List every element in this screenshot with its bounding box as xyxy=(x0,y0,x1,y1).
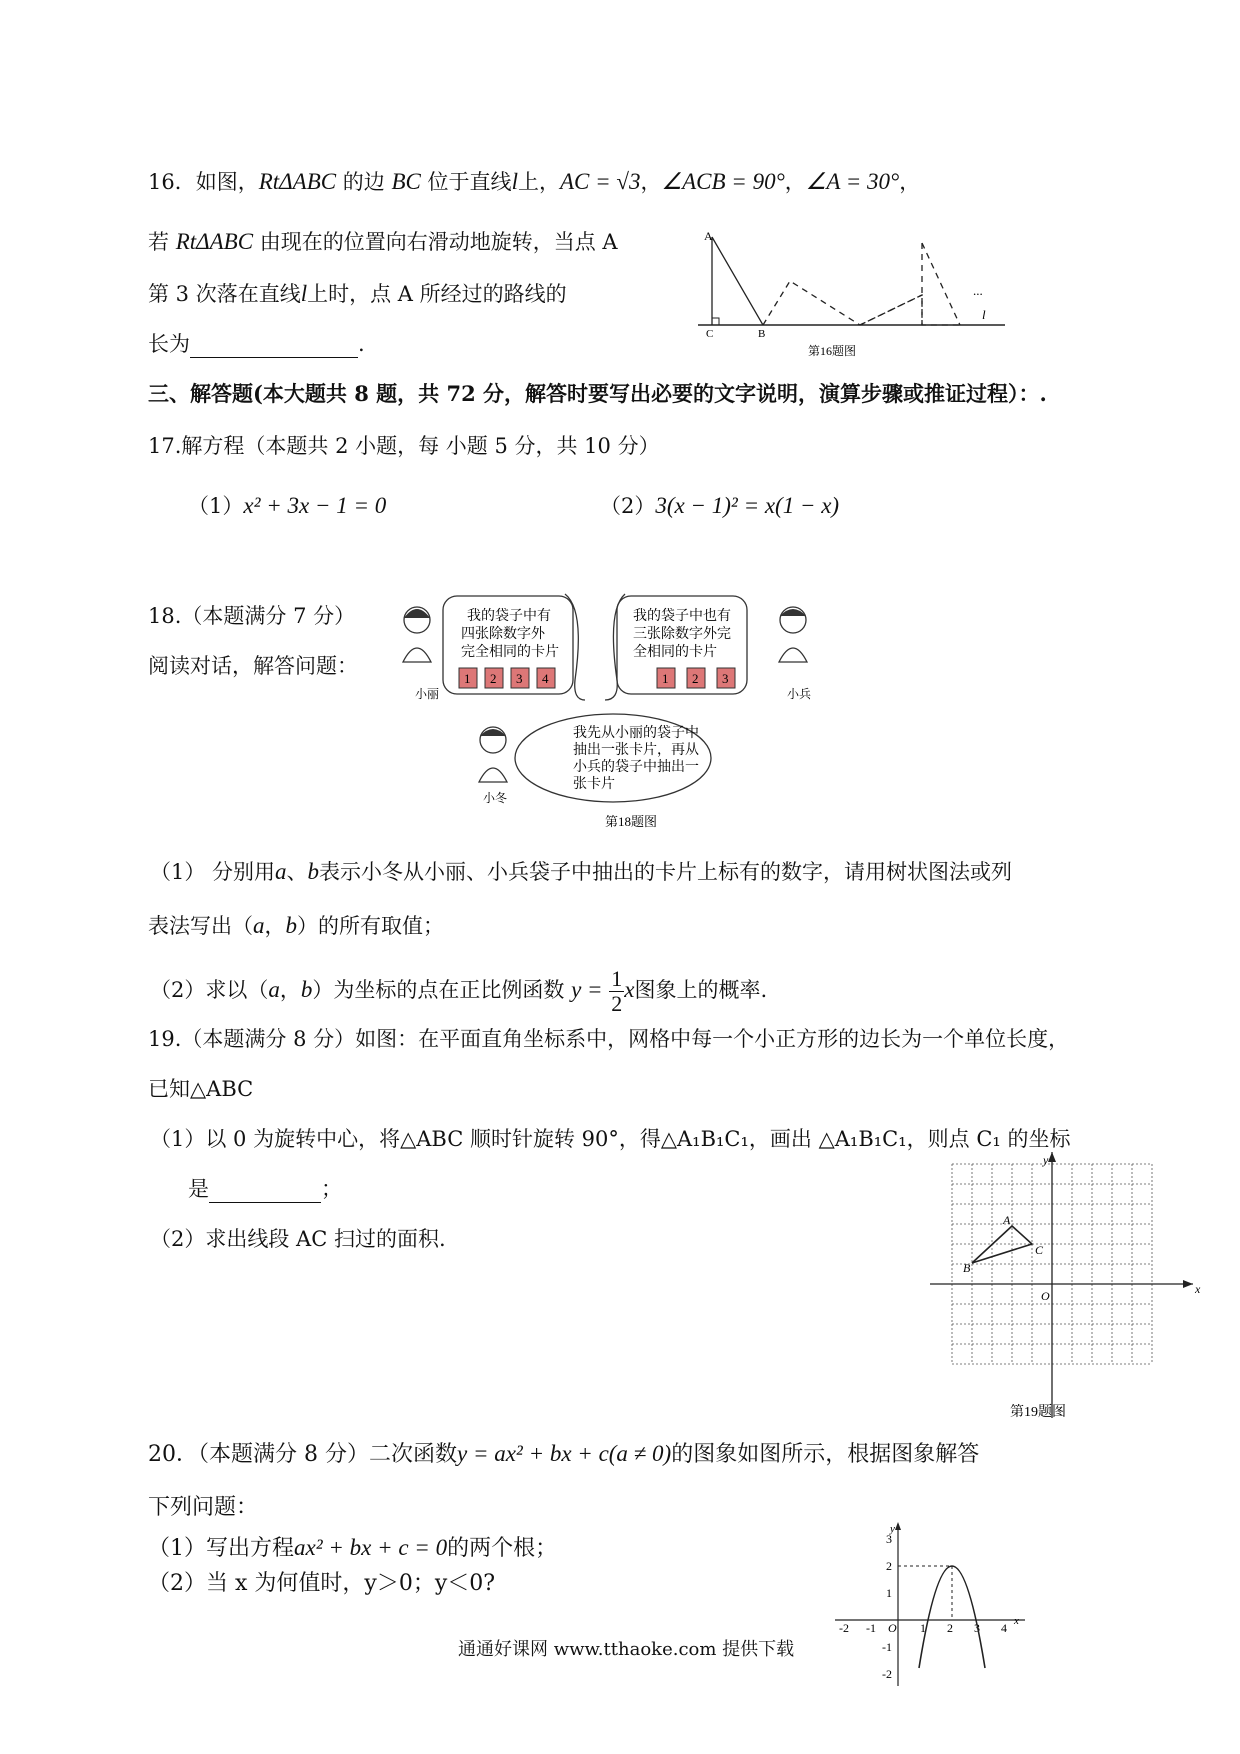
q20-line1 xyxy=(148,1440,979,1469)
q20-part1 xyxy=(148,1534,557,1563)
q16-right-angle xyxy=(712,318,719,325)
q19-text: 是 xyxy=(188,1177,209,1201)
q18-text: ， xyxy=(264,914,286,938)
q18-func-x: x xyxy=(624,977,635,1002)
footer-watermark: 通通好课网 www.tthaoke.com 提供下载 xyxy=(458,1639,795,1660)
q16-text: . xyxy=(358,332,365,356)
q19-figure xyxy=(925,1150,1205,1430)
q16-number: 16．如图， xyxy=(148,170,259,194)
q20-part2: （2）当 x 为何值时，y＞0；y＜0? xyxy=(148,1571,496,1596)
card-right-2: 2 xyxy=(692,671,699,686)
q19-y-arrow xyxy=(1048,1152,1056,1162)
q19-x-arrow xyxy=(1183,1280,1193,1288)
q18-text: ， xyxy=(279,978,301,1002)
q20-ytick: -1 xyxy=(882,1640,892,1654)
q17-part1-equation: x² + 3x − 1 = 0 xyxy=(243,493,387,518)
cards-right xyxy=(657,668,735,688)
bubble-bottom-line1: 我先从小丽的袋子中 xyxy=(573,726,699,741)
card-left-1: 1 xyxy=(464,671,471,686)
q20-xtick: 2 xyxy=(947,1621,953,1635)
q18-title: 18.（本题满分 7 分） xyxy=(148,604,356,628)
q16-dashed-hyp xyxy=(922,243,960,325)
q16-rt-triangle: RtΔABC xyxy=(258,169,337,194)
q18-text: ）为坐标的点在正比例函数 xyxy=(312,978,565,1002)
q16-caption: 第16题图 xyxy=(808,344,857,358)
q20-xtick: 1 xyxy=(920,1621,926,1635)
q18-var-a: a xyxy=(275,859,287,884)
q18-text: （1） 分别用 xyxy=(150,860,276,884)
q19-y-label: y xyxy=(1043,1153,1049,1167)
q16-figure xyxy=(690,225,1010,360)
q17-part2-equation: 3(x − 1)² = x(1 − x) xyxy=(655,493,840,518)
q16-text: ， xyxy=(640,170,662,194)
q18-var-b: b xyxy=(300,977,313,1002)
q18-text: （2）求以（ xyxy=(150,978,269,1002)
q16-text: 长为 xyxy=(148,332,190,356)
q16-side-ab xyxy=(712,237,763,325)
bubble-left-line2: 四张除数字外 xyxy=(461,627,545,642)
bubble-bottom-line4: 张卡片 xyxy=(573,777,615,792)
q16-text: 的边 xyxy=(336,170,392,194)
q16-text: 由现在的位置向右滑动地旋转，当点 A xyxy=(253,230,618,254)
q18-var-b: b xyxy=(307,859,320,884)
q20-figure xyxy=(830,1520,1030,1690)
q16-line2 xyxy=(148,228,618,256)
q16-label-a: A xyxy=(704,229,713,243)
q18-part1-line1 xyxy=(150,858,1012,886)
q18-text: 表示小冬从小丽、小兵袋子中抽出的卡片上标有的数字，请用树状图法或列 xyxy=(319,860,1013,884)
q17-part2 xyxy=(600,492,839,520)
q16-label-l: l xyxy=(982,307,986,322)
q19-answer-blank[interactable] xyxy=(209,1180,321,1203)
q16-text: ， xyxy=(899,170,921,194)
q20-xtick: 4 xyxy=(1001,1621,1007,1635)
q18-part2 xyxy=(150,960,767,1020)
q16-line-l: l xyxy=(300,281,308,306)
q16-text: 上时，点 A 所经过的路线的 xyxy=(307,282,567,306)
q17-part2-label: （2） xyxy=(600,494,656,518)
q20-equation: ax² + bx + c = 0 xyxy=(294,1535,448,1560)
q16-angle-acb: ∠ACB = 90° xyxy=(661,169,785,194)
q18-text: 图象上的概率. xyxy=(634,978,768,1002)
q16-text: 第 3 次落在直线 xyxy=(148,282,301,306)
q20-y-label: y xyxy=(890,1523,895,1535)
q19-c-label: C xyxy=(1035,1243,1044,1257)
q16-label-b: B xyxy=(758,328,766,340)
bubble-bottom-line3: 小兵的袋子中抽出一 xyxy=(573,760,699,775)
q19-part1: （1）以 0 为旋转中心，将△ABC 顺时针旋转 90°，得△A₁B₁C₁，画出 △A₁B₁C₁，则点 C₁ 的坐标 xyxy=(150,1127,1071,1151)
q19-text: ； xyxy=(321,1177,342,1201)
q20-xtick: -1 xyxy=(866,1621,876,1635)
q18-var-b: b xyxy=(285,913,297,938)
name-right: 小兵 xyxy=(787,687,812,701)
q17-title: 17.解方程（本题共 2 小题，每 小题 5 分，共 10 分） xyxy=(148,434,660,458)
q18-var-a: a xyxy=(253,913,265,938)
q16-dashed-path xyxy=(763,281,960,325)
q16-rt-triangle: RtΔABC xyxy=(175,229,254,254)
q18-fraction xyxy=(609,967,624,1016)
q19-b-label: B xyxy=(963,1261,971,1275)
q17-part1 xyxy=(188,492,386,520)
q18-fraction-num: 1 xyxy=(611,966,623,991)
q18-func-y: y = xyxy=(571,977,603,1002)
q19-part2: （2）求出线段 AC 扫过的面积. xyxy=(150,1227,446,1251)
bubble-right-line3: 全相同的卡片 xyxy=(633,645,717,660)
q19-line1: 19.（本题满分 8 分）如图：在平面直角坐标系中，网格中每一个小正方形的边长为一个单位长度， xyxy=(148,1027,1070,1051)
card-left-3: 3 xyxy=(516,671,523,686)
q16-dots: ... xyxy=(973,283,983,298)
bubble-left-line3: 完全相同的卡片 xyxy=(461,645,559,660)
card-right-1: 1 xyxy=(662,671,669,686)
avatar-bottom xyxy=(479,727,507,782)
q16-answer-blank[interactable] xyxy=(190,335,358,358)
name-bottom: 小冬 xyxy=(483,791,508,805)
q18-caption: 第18题图 xyxy=(605,814,658,829)
q20-ytick: 1 xyxy=(886,1586,892,1600)
q19-caption: 第19题图 xyxy=(1010,1405,1066,1420)
q20-x-label: x xyxy=(1014,1615,1019,1627)
q16-line1 xyxy=(148,168,920,196)
q20-xtick: -2 xyxy=(839,1621,849,1635)
q16-angle-a: ∠A = 30° xyxy=(805,169,900,194)
bubble-right-line1: 我的袋子中也有 xyxy=(633,609,731,624)
q20-line2: 下列问题： xyxy=(148,1495,259,1520)
card-left-4: 4 xyxy=(542,671,549,686)
q18-intro: 阅读对话，解答问题： xyxy=(148,654,358,678)
avatar-right xyxy=(779,607,807,662)
q19-o-label: O xyxy=(1041,1289,1050,1303)
q20-text: 的图象如图所示，根据图象解答 xyxy=(671,1442,980,1467)
bubble-left-line1: 我的袋子中有 xyxy=(467,609,551,624)
q16-line3 xyxy=(148,280,567,308)
q20-text: 20．（本题满分 8 分）二次函数 xyxy=(148,1442,457,1467)
q19-line2: 已知△ABC xyxy=(148,1077,254,1101)
q16-text: 若 xyxy=(148,230,176,254)
q19-a-label: A xyxy=(1003,1213,1011,1227)
bubble-bottom-line2: 抽出一张卡片，再从 xyxy=(573,743,699,758)
q18-fraction-den: 2 xyxy=(611,991,623,1016)
avatar-left xyxy=(403,607,431,662)
card-left-2: 2 xyxy=(490,671,497,686)
card-right-3: 3 xyxy=(722,671,729,686)
q20-text: 的两个根； xyxy=(447,1536,558,1561)
q19-triangle-abc xyxy=(972,1226,1032,1263)
q20-text: （1）写出方程 xyxy=(148,1536,294,1561)
q18-text: 、 xyxy=(286,860,308,884)
q18-figure xyxy=(395,590,815,830)
q16-text: 上， xyxy=(517,170,560,194)
bubble-right-line2: 三张除数字外完 xyxy=(633,627,731,642)
q17-part1-label: （1） xyxy=(188,494,244,518)
q16-text: ， xyxy=(784,170,806,194)
q20-y-arrow xyxy=(895,1522,901,1530)
q18-var-a: a xyxy=(268,977,280,1002)
q18-text: ）的所有取值； xyxy=(297,914,444,938)
q16-label-c: C xyxy=(706,328,714,340)
q20-ticks xyxy=(839,1532,1007,1681)
q18-text: 表法写出（ xyxy=(148,914,253,938)
q19-x-label: x xyxy=(1195,1282,1201,1296)
q20-ytick: 2 xyxy=(886,1559,892,1573)
q20-xtick: 3 xyxy=(974,1621,980,1635)
q20-o-label: O xyxy=(888,1621,897,1635)
q18-part1-line2 xyxy=(148,912,444,940)
q16-bc: BC xyxy=(391,169,421,194)
section3-title: 三、解答题(本大题共 8 题，共 72 分，解答时要写出必要的文字说明，演算步骤或推证过程）：. xyxy=(148,381,1047,406)
q16-ac: AC = √3 xyxy=(559,169,641,194)
name-left: 小丽 xyxy=(415,687,440,701)
q16-line-l: l xyxy=(511,169,518,194)
q19-part1-answer xyxy=(188,1175,342,1203)
q16-text: 位于直线 xyxy=(420,170,512,194)
q20-ytick: 3 xyxy=(886,1532,892,1546)
q20-ytick: -2 xyxy=(882,1667,892,1681)
q20-equation: y = ax² + bx + c(a ≠ 0) xyxy=(456,1441,672,1466)
q16-line4 xyxy=(148,330,365,358)
